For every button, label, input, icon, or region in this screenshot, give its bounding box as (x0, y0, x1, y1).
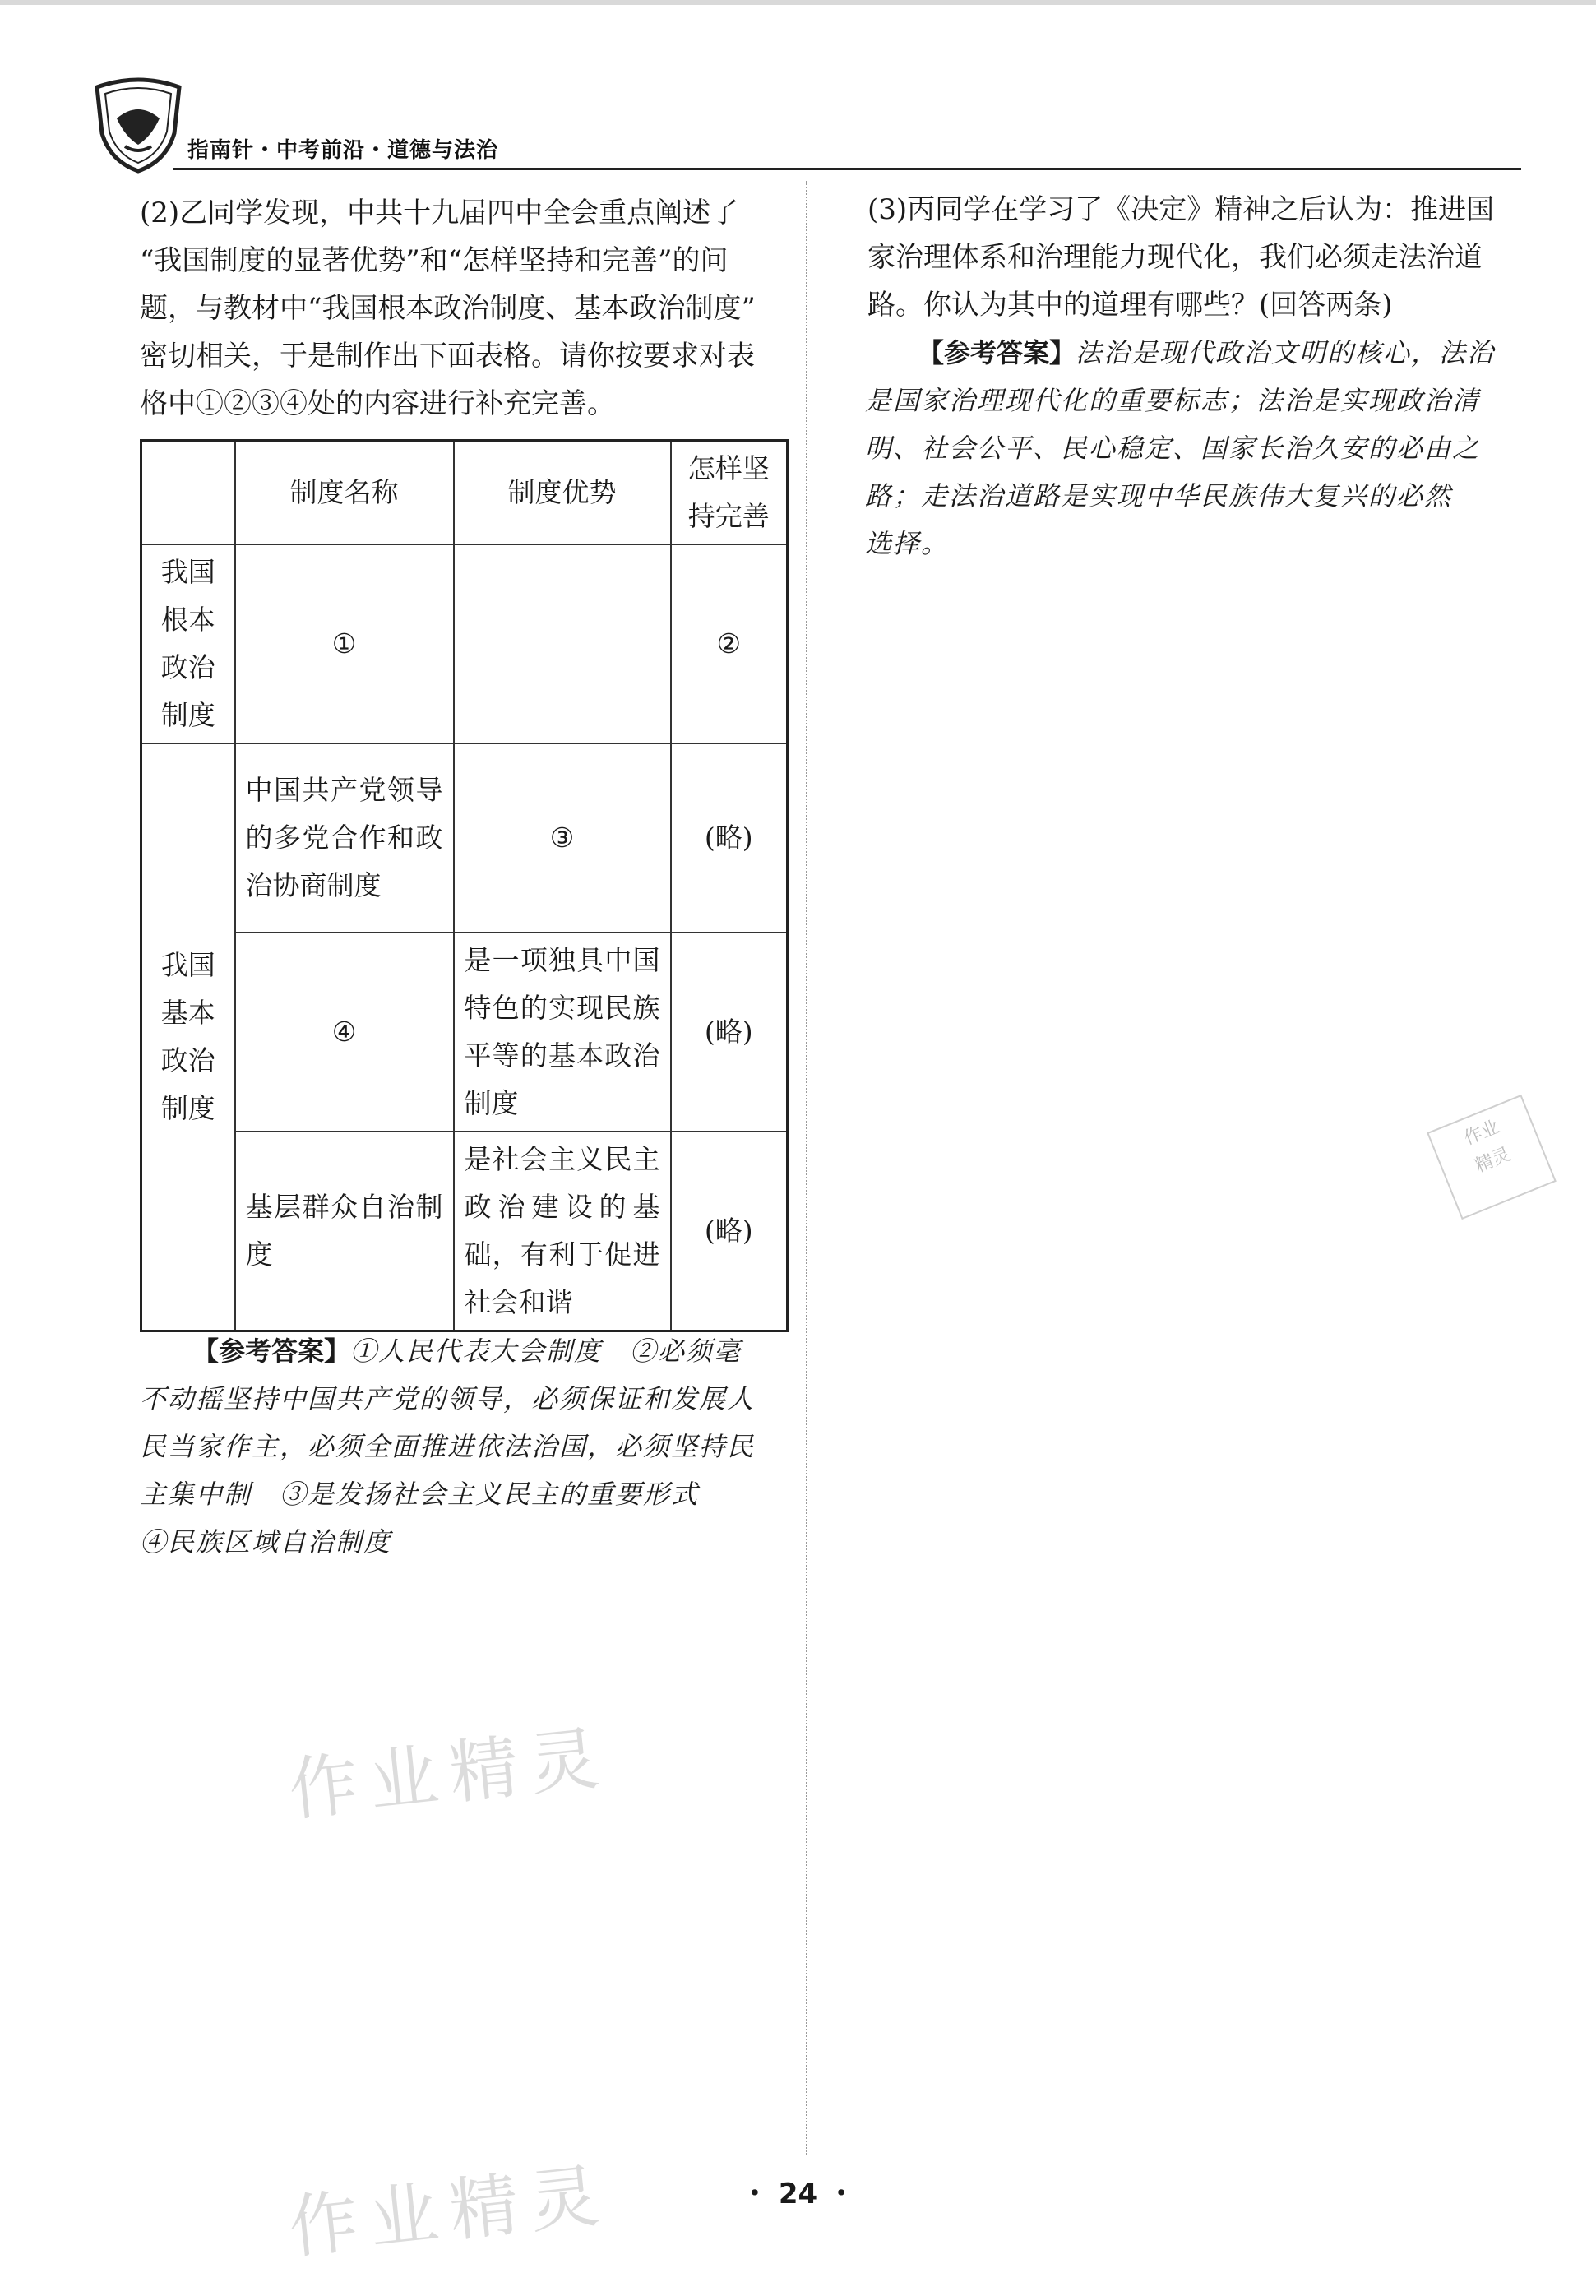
question-3-line: 路。你认为其中的道理有哪些？(回答两条) (867, 289, 1393, 322)
answer-2-line (140, 1327, 789, 1375)
column-divider (806, 181, 807, 2155)
political-system-table (140, 439, 789, 1332)
question-2-line: “我国制度的显著优势”和“怎样坚持和完善”的问 (140, 244, 729, 277)
stamp-text: 精灵 (1472, 1144, 1514, 1178)
table-row (141, 933, 788, 1132)
answer-2-line: 不动摇坚持中国共产党的领导，必须保证和发展人 (140, 1383, 756, 1414)
header-rule (173, 168, 1521, 170)
table-header-cell: 制度优势 (454, 441, 671, 545)
table-row (141, 544, 788, 743)
answer-2 (140, 1327, 789, 1566)
question-3-line: (3)丙同学在学习了《决定》精神之后认为：推进国 (867, 193, 1495, 226)
stamp-text: 作业 (1461, 1116, 1503, 1150)
table-row (141, 1132, 788, 1331)
stamp-mark (1427, 1095, 1557, 1220)
answer-2-line: ④民族区域自治制度 (140, 1526, 392, 1558)
system-advantage-cell: ③ (454, 743, 671, 933)
question-2-line: (2)乙同学发现，中共十九届四中全会重点阐述了 (140, 197, 739, 229)
answer-2-text: ①人民代表大会制度 ②必须毫 (350, 1335, 742, 1367)
system-name-cell: ④ (235, 933, 454, 1132)
system-improve-cell: (略) (671, 743, 788, 933)
header-title: 指南针・中考前沿・道德与法治 (187, 138, 499, 163)
answer-2-line: 主集中制 ③是发扬社会主义民主的重要形式 (140, 1479, 700, 1510)
system-name-cell: 中国共产党领导的多党合作和政治协商制度 (235, 743, 454, 933)
answer-3-line: 是国家治理现代化的重要标志；法治是实现政治清 (865, 385, 1481, 416)
system-improve-cell: ② (671, 544, 788, 743)
group-label: 我国根本政治制度 (141, 544, 235, 743)
question-2-line: 密切相关，于是制作出下面表格。请你按要求对表 (140, 340, 755, 373)
table-header-cell: 制度名称 (235, 441, 454, 545)
system-name-cell: 基层群众自治制度 (235, 1132, 454, 1331)
table-header-cell: 怎样坚持完善 (671, 441, 788, 545)
question-3 (867, 186, 1509, 329)
question-2-line: 格中①②③④处的内容进行补充完善。 (140, 387, 615, 420)
question-3-line: 家治理体系和治理能力现代化，我们必须走法治道 (867, 241, 1483, 274)
answer-2-line: 民当家作主，必须全面推进依法治国，必须坚持民 (140, 1431, 756, 1462)
answer-3 (865, 329, 1510, 567)
answer-3-text: 法治是现代政治文明的核心，法治 (1076, 337, 1496, 368)
question-2-line: 题，与教材中“我国根本政治制度、基本政治制度” (140, 292, 756, 325)
system-name-cell: ① (235, 544, 454, 743)
table-row (141, 743, 788, 933)
answer-tag: 【参考答案】 (918, 337, 1076, 368)
answer-3-line (865, 329, 1510, 377)
watermark: 作业精灵 (285, 2154, 614, 2269)
system-improve-cell: (略) (671, 1132, 788, 1331)
system-advantage-cell: 是一项独具中国特色的实现民族平等的基本政治制度 (454, 933, 671, 1132)
shield-logo-icon (92, 76, 184, 174)
answer-3-line: 选择。 (865, 528, 950, 559)
top-edge (0, 0, 1596, 5)
page-number: ・ 24 ・ (741, 2178, 855, 2210)
answer-3-line: 路；走法治道路是实现中华民族伟大复兴的必然 (865, 480, 1453, 512)
question-2 (140, 189, 789, 428)
system-advantage-cell (454, 544, 671, 743)
table-header-cell (141, 441, 235, 545)
system-advantage-cell: 是社会主义民主政治建设的基础，有利于促进社会和谐 (454, 1132, 671, 1331)
answer-3-line: 明、社会公平、民心稳定、国家长治久安的必由之 (865, 433, 1481, 464)
watermark: 作业精灵 (285, 1716, 614, 1831)
system-improve-cell: (略) (671, 933, 788, 1132)
table-header-row (141, 441, 788, 545)
group-label: 我国基本政治制度 (141, 743, 235, 1331)
answer-tag: 【参考答案】 (192, 1335, 351, 1367)
